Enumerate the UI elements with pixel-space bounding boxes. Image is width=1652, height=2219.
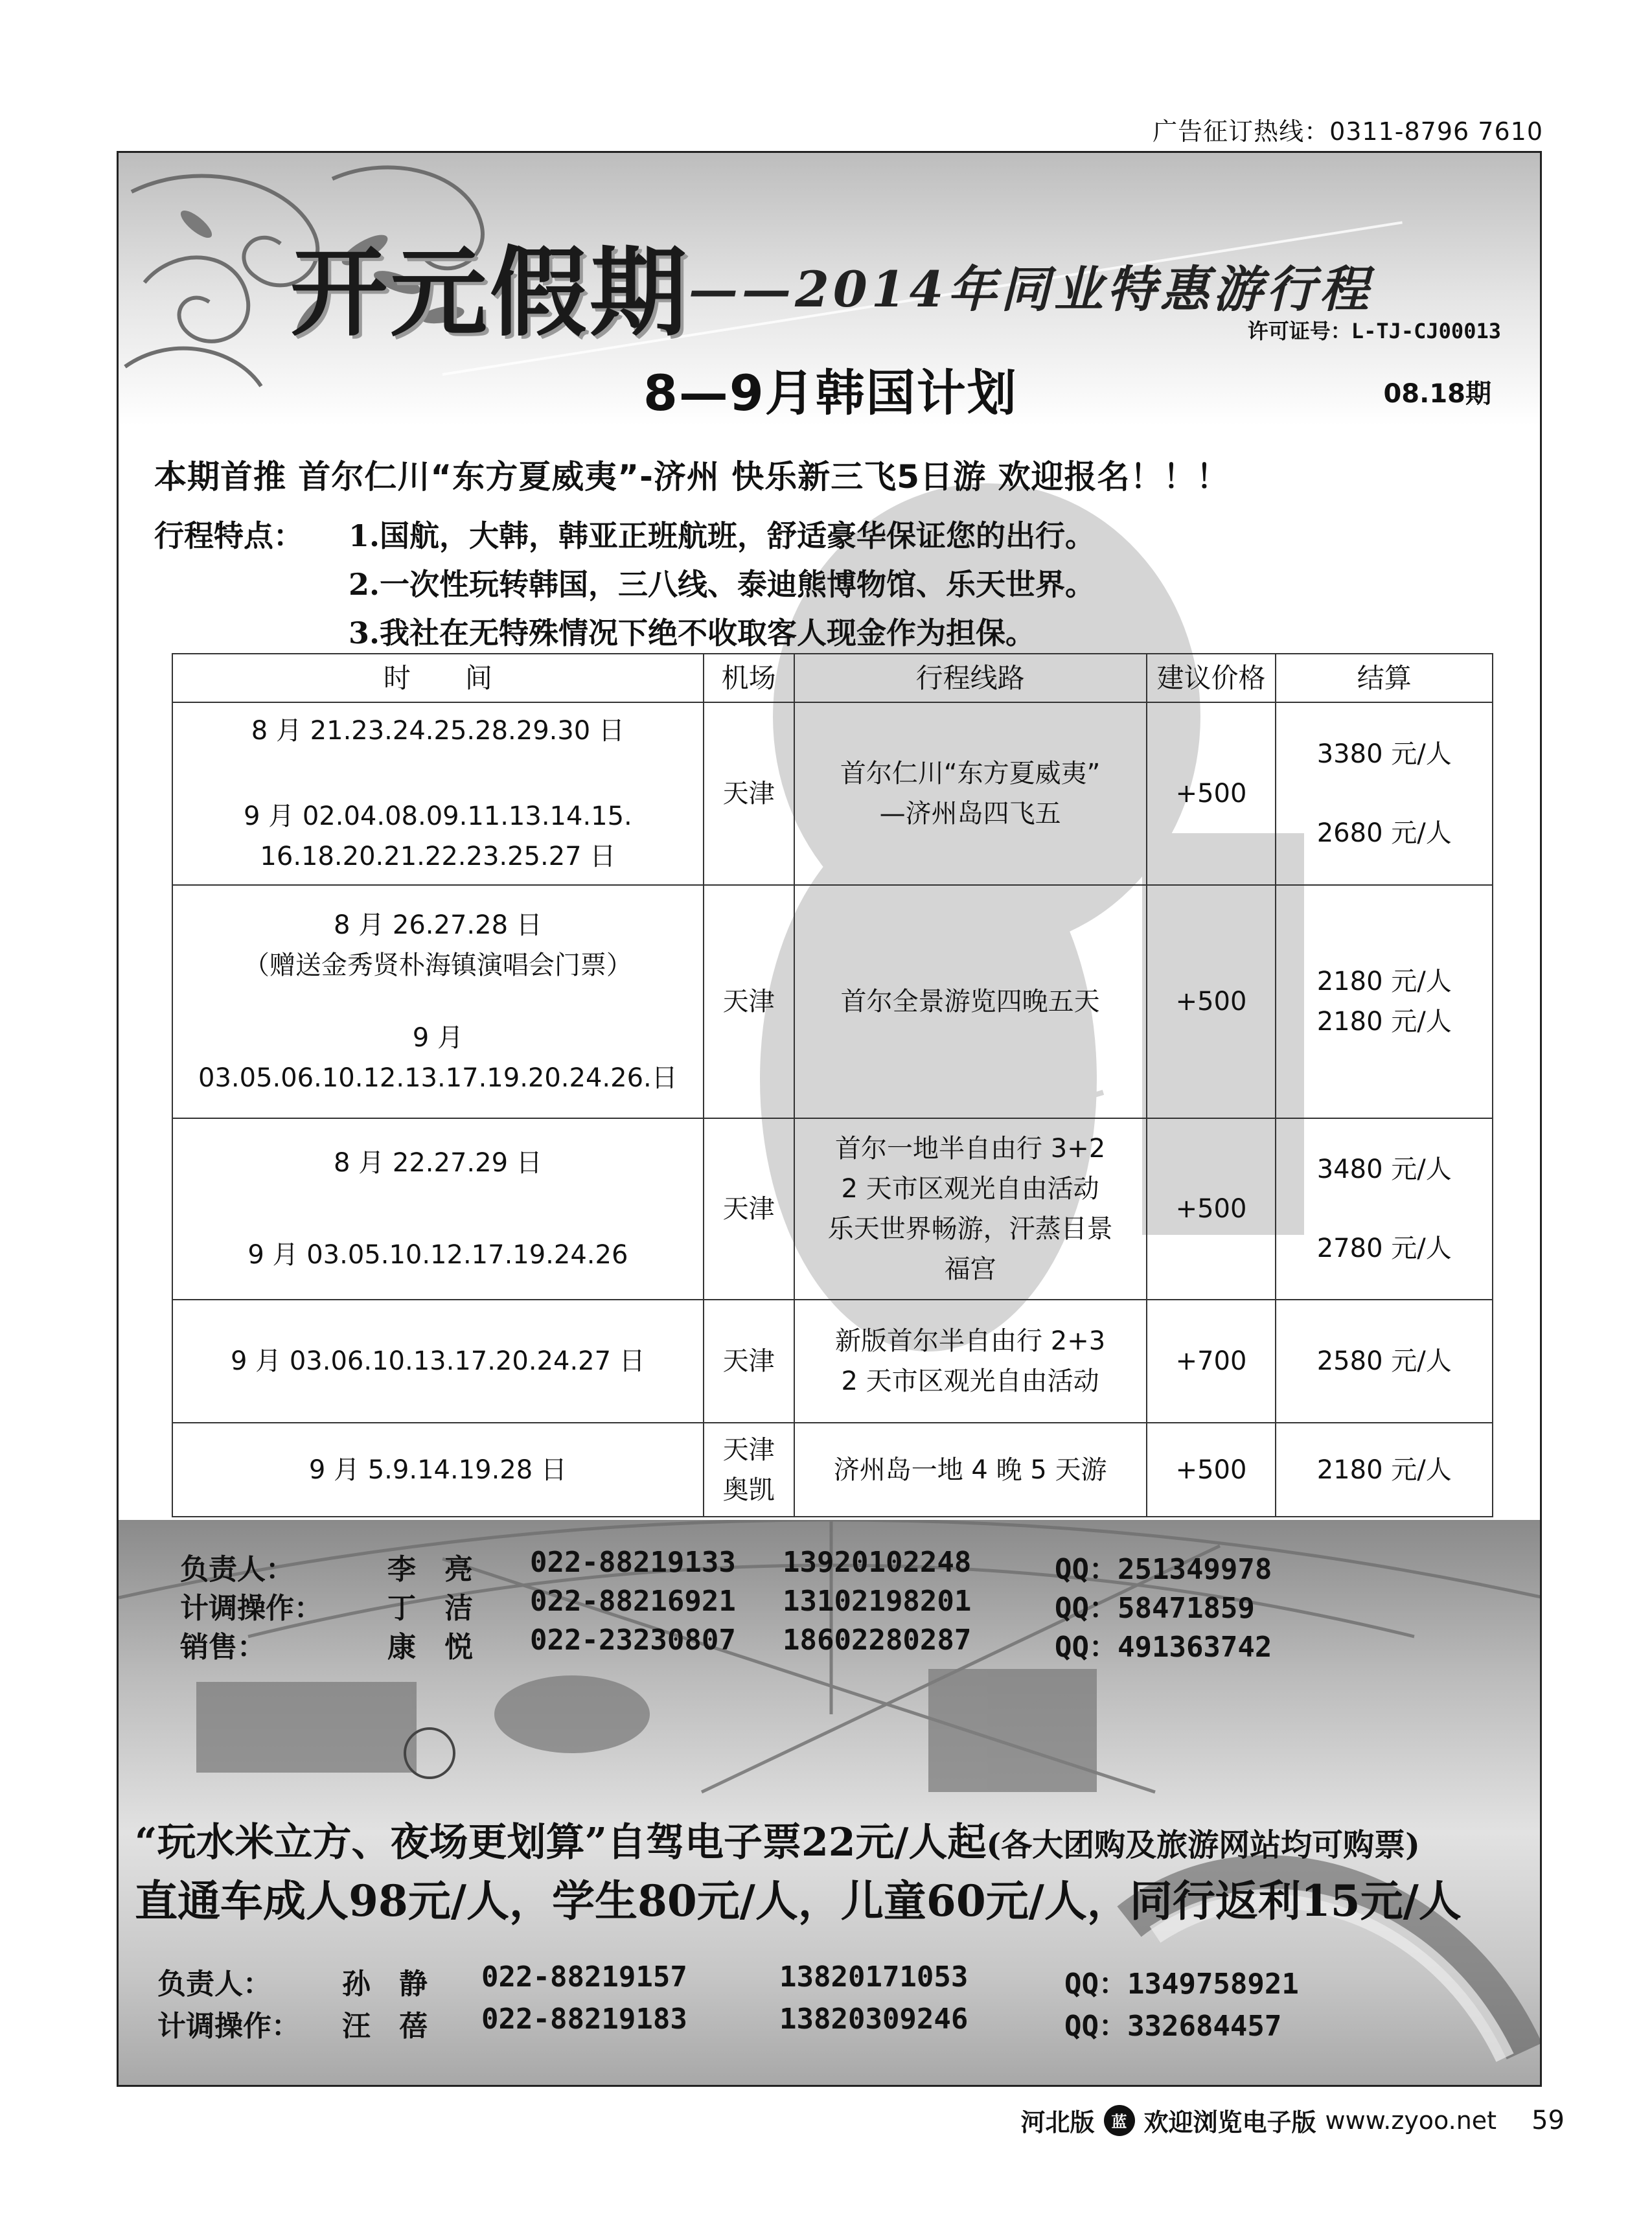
settlement-line: 3480 元/人 [1316,1155,1452,1185]
date-line: （赠送金秀贤朴海镇演唱会门票） [243,950,632,981]
route-line: 首尔一地半自由行 3+2 [835,1134,1106,1164]
feature-item: 2.一次性玩转韩国，三八线、泰迪熊博物馆、乐天世界。 [349,567,1096,602]
itinerary-table [172,653,1493,1517]
header-time: 时 间 [172,654,704,702]
contact-tel: 022-23230807 [530,1624,736,1657]
table-row [172,1118,1493,1300]
date-line: 9 月 03.05.10.12.17.19.24.26 [247,1240,628,1270]
feature-item: 3.我社在无特殊情况下绝不收取客人现金作为担保。 [349,615,1036,650]
contact-row [180,1546,1476,1585]
route-cell [794,1300,1147,1423]
contact-role: 负责人： [180,1553,294,1586]
contact-tel: 022-88216921 [530,1585,736,1618]
contact-row [157,1960,1505,1999]
contact-row [157,2003,1505,2041]
date-line: 9 月 02.04.08.09.11.13.14.15. [243,801,632,832]
table-header-row [172,654,1493,702]
advertisement-frame [117,151,1542,2087]
contact-mobile: 18602280287 [783,1624,972,1657]
dates-cell [172,885,704,1118]
date-line: 9 月 [412,1023,463,1053]
contact-role: 负责人： [157,1968,271,2001]
settlement-cell [1276,885,1493,1118]
contact-qq: QQ：58471859 [1055,1592,1255,1625]
header-route: 行程线路 [794,654,1147,702]
settlement-cell: 2580 元/人 [1276,1300,1493,1423]
date-line: 8 月 22.27.29 日 [334,1148,542,1178]
promo-main: “玩水米立方、夜场更划算”自驾电子票22元/人起 [135,1820,987,1865]
license-number: 许可证号：L-TJ-CJ00013 [1247,319,1501,343]
contact-tel: 022-88219157 [481,1960,687,1994]
route-line: —济州岛四飞五 [879,799,1061,829]
contact-name: 康 悦 [387,1631,473,1664]
shuttle-price-line: 直通车成人98元/人，学生80元/人，儿童60元/人，同行返利15元/人 [135,1876,1462,1926]
date-line: 16.18.20.21.22.23.25.27 日 [260,842,616,872]
header-settlement: 结算 [1276,654,1493,702]
settlement-line: 2180 元/人 [1316,1007,1452,1037]
plan-title: 8—9月韩国计划 [643,364,1018,422]
promo-note: (各大团购及旅游网站均可购票) [986,1827,1420,1863]
airport-cell: 天津 [704,885,794,1118]
contact-tel: 022-88219133 [530,1546,736,1579]
contact-name: 孙 静 [342,1968,428,2001]
header-airport: 机场 [704,654,794,702]
route-cell [794,702,1147,885]
route-line: 首尔仁川“东方夏威夷” [840,759,1101,789]
route-cell [794,1118,1147,1300]
brand-subtitle: ——2014年同业特惠游行程 [689,260,1373,318]
settlement-cell: 2180 元/人 [1276,1423,1493,1517]
route-line: 2 天市区观光自由活动 [841,1366,1099,1397]
dates-cell [172,702,704,885]
airport-cell: 天津 [704,702,794,885]
contact-qq: QQ：1349758921 [1064,1968,1299,2001]
route-cell: 济州岛一地 4 晚 5 天游 [794,1423,1147,1517]
route-line: 2 天市区观光自由活动 [841,1174,1099,1204]
settlement-cell [1276,1118,1493,1300]
route-cell: 首尔全景游览四晚五天 [794,885,1147,1118]
table-row [172,885,1493,1118]
page-footer [1021,2102,1565,2138]
price-cell: +500 [1147,1118,1276,1300]
dates-cell: 9 月 5.9.14.19.28 日 [172,1423,704,1517]
airport-cell: 天津 [704,1118,794,1300]
settlement-line: 2680 元/人 [1316,818,1452,849]
settlement-line: 3380 元/人 [1316,739,1452,770]
price-cell: +500 [1147,702,1276,885]
edition-label: 河北版 [1020,2108,1095,2137]
price-cell: +500 [1147,1423,1276,1517]
contact-mobile: 13920102248 [783,1546,972,1579]
route-line: 福宫 [944,1254,996,1285]
header-suggested-price: 建议价格 [1147,654,1276,702]
ad-hotline: 广告征订热线：0311-8796 7610 [1153,117,1543,146]
site-url[interactable]: www.zyoo.net [1325,2106,1497,2135]
table-row [172,702,1493,885]
contact-qq: QQ：251349978 [1055,1553,1272,1586]
contact-mobile: 13102198201 [783,1585,972,1618]
edition-badge-icon: 蓝 [1104,2105,1135,2136]
route-line: 新版首尔半自由行 2+3 [835,1326,1106,1357]
airport-line: 奥凯 [722,1475,775,1505]
brand-title: 开元假期 [290,236,690,350]
contact-row [180,1624,1476,1662]
contact-qq: QQ：332684457 [1064,2010,1282,2043]
airport-line: 天津 [722,1434,775,1465]
contact-name: 李 亮 [387,1553,473,1586]
contact-role: 销售： [180,1631,266,1664]
dates-cell [172,1118,704,1300]
date-line: 03.05.06.10.12.13.17.19.20.24.26.日 [198,1063,678,1094]
contact-name: 丁 洁 [387,1592,473,1625]
contact-row [180,1585,1476,1624]
contact-mobile: 13820309246 [779,2003,969,2036]
date-line: 8 月 26.27.28 日 [334,910,542,941]
waterpark-promo-line [135,1811,1420,1867]
date-line: 8 月 21.23.24.25.28.29.30 日 [251,716,625,746]
contact-mobile: 13820171053 [779,1960,969,1994]
dates-cell: 9 月 03.06.10.13.17.20.24.27 日 [172,1300,704,1423]
table-row [172,1300,1493,1423]
page-number: 59 [1532,2105,1565,2135]
welcome-text: 欢迎浏览电子版 [1143,2108,1316,2137]
route-line: 乐天世界畅游，汗蒸目景 [827,1214,1113,1245]
contact-role: 计调操作： [180,1592,323,1625]
settlement-cell [1276,702,1493,885]
contact-name: 汪 蓓 [342,2010,428,2043]
contact-qq: QQ：491363742 [1055,1631,1272,1664]
settlement-line: 2180 元/人 [1316,967,1452,997]
issue-number: 08.18期 [1383,379,1491,409]
settlement-line: 2780 元/人 [1316,1234,1452,1264]
feature-item: 1.国航，大韩，韩亚正班航班，舒适豪华保证您的出行。 [349,518,1096,553]
contact-tel: 022-88219183 [481,2003,687,2036]
features-label: 行程特点： [154,518,303,553]
contact-role: 计调操作： [157,2010,300,2043]
price-cell: +700 [1147,1300,1276,1423]
airport-cell: 天津 [704,1300,794,1423]
airport-cell [704,1423,794,1517]
featured-tour-headline: 本期首推 首尔仁川“东方夏威夷”-济州 快乐新三飞5日游 欢迎报名！！！ [154,458,1230,496]
table-row [172,1423,1493,1517]
price-cell: +500 [1147,885,1276,1118]
